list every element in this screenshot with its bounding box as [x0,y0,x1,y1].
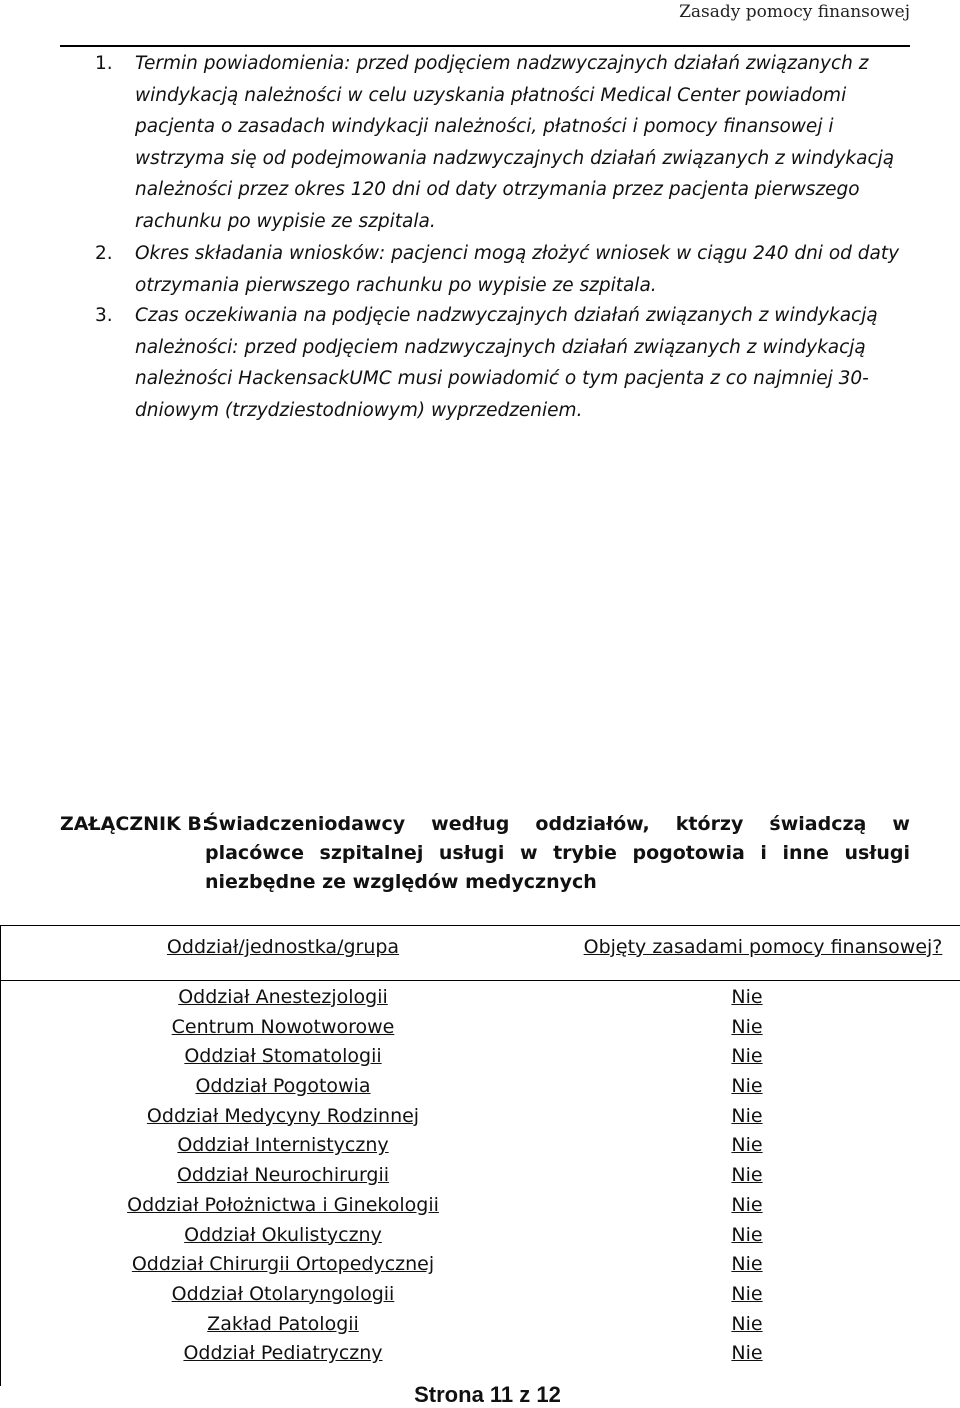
item-text: Czas oczekiwania na podjęcie nadzwyczajnych działań związanych z windykacją należności: przed podjęciem nadzwyczajnych działań związanych z windykacją należności HackensackUMC musi powiadomić o tym pacjenta z co najmniej 30-dniowym (trzydziestodniowym) wyprzedzeniem. [135,305,878,421]
department-cell: Oddział Położnictwa i Ginekologii [127,1193,439,1216]
table-row [1,1280,960,1310]
department-cell: Oddział Otolaryngologii [171,1282,395,1305]
appendix-title: Świadczeniodawcy według oddziałów, którzy świadczą w placówce szpitalnej usługi w trybie pogotowia i inne usługi niezbędne ze względów medycznych [205,813,910,893]
departments-table [0,925,960,1386]
table-row [1,1042,960,1072]
department-cell: Zakład Patologii [207,1312,359,1335]
table-row [1,1339,960,1369]
item-number: 1. [95,53,113,74]
table-row [1,1310,960,1340]
appendix-heading [60,810,910,897]
covered-cell: Nie [731,1045,763,1068]
covered-cell: Nie [731,1134,763,1157]
covered-cell: Nie [731,1253,763,1276]
table-row [1,1250,960,1280]
column-header-department: Oddział/jednostka/grupa [166,936,400,958]
table-row [1,1191,960,1221]
table-body [1,983,960,1369]
covered-cell: Nie [731,1282,763,1305]
department-cell: Oddział Chirurgii Ortopedycznej [131,1253,435,1276]
department-cell: Oddział Internistyczny [177,1134,389,1157]
appendix-label: ZAŁĄCZNIK B: [60,813,210,835]
department-cell: Oddział Okulistyczny [184,1223,382,1246]
covered-cell: Nie [731,1104,763,1127]
department-cell: Oddział Medycyny Rodzinnej [146,1104,420,1127]
table-row [1,983,960,1013]
item-number: 3. [95,305,113,326]
table-row [1,1072,960,1102]
table-header-divider [1,980,960,981]
department-cell: Oddział Anestezjologii [178,986,388,1008]
table-row [1,1221,960,1251]
covered-cell: Nie [731,986,763,1008]
covered-cell: Nie [731,1223,763,1246]
item-text: Okres składania wniosków: pacjenci mogą złożyć wniosek w ciągu 240 dni od daty otrzymania pierwszego rachunku po wypisie ze szpitala. [135,243,900,296]
covered-cell: Nie [731,1342,763,1365]
covered-cell: Nie [731,1312,763,1335]
table-row [1,1102,960,1132]
policy-item-waiting-period [95,300,910,426]
department-cell: Oddział Pediatryczny [183,1342,383,1365]
department-cell: Oddział Neurochirurgii [176,1164,390,1187]
covered-cell: Nie [731,1015,763,1038]
department-cell: Oddział Stomatologii [184,1045,382,1068]
table-row [1,1161,960,1191]
covered-cell: Nie [731,1193,763,1216]
covered-cell: Nie [731,1164,763,1187]
header-rule [60,45,910,47]
page-number: Strona 11 z 12 [414,1382,561,1407]
covered-cell: Nie [731,1075,763,1098]
department-cell: Centrum Nowotworowe [171,1015,395,1038]
column-header-covered: Objęty zasadami pomocy finansowej? [583,936,943,958]
policy-item-notification [95,48,910,238]
running-header: Zasady pomocy finansowej [679,2,910,22]
policy-item-application-period [95,238,910,300]
department-cell: Oddział Pogotowia [195,1075,371,1098]
item-number: 2. [95,243,113,264]
table-row [1,1013,960,1043]
policy-list [95,48,910,426]
item-text: Termin powiadomienia: przed podjęciem nadzwyczajnych działań związanych z windykacją należności w celu uzyskania płatności Medical Center powiadomi pacjenta o zasadach windykacji należności, płatności i pomocy finansowej i wstrzyma się od podejmowania nadzwyczajnych działań związanych z windykacją należności przez okres 120 dni od daty otrzymania przez pacjenta pierwszego rachunku po wypisie ze szpitala. [135,53,895,232]
table-row [1,1131,960,1161]
